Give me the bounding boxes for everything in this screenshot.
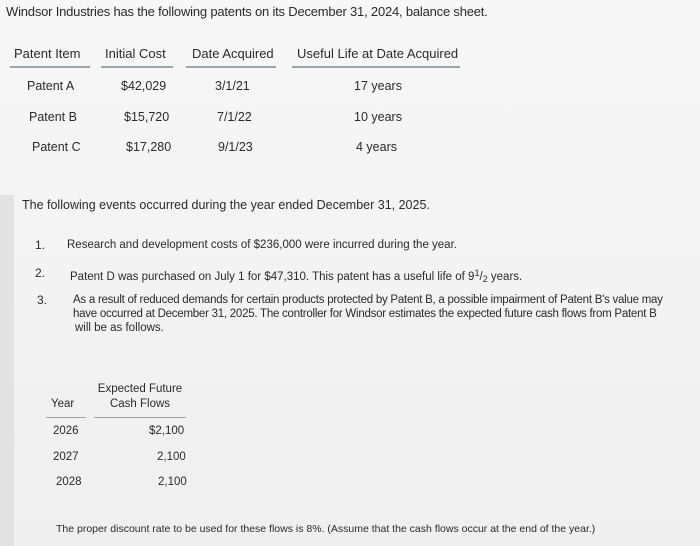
event-number: 1. <box>35 238 46 252</box>
event-2-text-after: years. <box>490 271 523 283</box>
event-3-line-3: will be as follows. <box>75 322 164 334</box>
left-margin-shade <box>0 195 14 546</box>
header-rule <box>101 66 173 68</box>
header-rule <box>292 66 460 68</box>
fraction-denominator: 2 <box>482 274 488 284</box>
cf-header-cash-flows <box>92 382 188 412</box>
cf-year: 2026 <box>53 425 79 437</box>
cf-header-line-2: Cash Flows <box>109 398 171 410</box>
patent-c-item: Patent C <box>32 140 81 154</box>
patent-c-life: 4 years <box>356 140 397 154</box>
event-number: 2. <box>35 266 46 280</box>
cf-value: $2,100 <box>149 425 185 437</box>
cf-value: 2,100 <box>158 476 187 488</box>
event-3-line-2: have occurred at December 31, 2025. The controller for Windsor estimates the expected future cash flows from Patent B <box>73 308 657 320</box>
patent-b-cost: $15,720 <box>124 110 170 124</box>
patent-a-item: Patent A <box>27 79 75 93</box>
patent-b-life: 10 years <box>354 110 402 124</box>
patent-a-date: 3/1/21 <box>215 79 250 93</box>
patent-b-date: 7/1/22 <box>217 110 252 124</box>
patent-b-item: Patent B <box>29 110 77 124</box>
patent-a-cost: $42,029 <box>121 79 167 93</box>
cf-header-line-1: Expected Future <box>97 383 183 395</box>
event-1-text: Research and development costs of $236,000 were incurred during the year. <box>67 239 457 251</box>
header-patent-item: Patent Item <box>14 46 81 61</box>
events-intro: The following events occurred during the year ended December 31, 2025. <box>22 198 430 212</box>
patent-c-cost: $17,280 <box>126 140 172 154</box>
cf-year: 2028 <box>56 476 82 488</box>
intro-text: Windsor Industries has the following patents on its December 31, 2024, balance sheet. <box>6 4 488 19</box>
header-rule <box>10 66 90 68</box>
cf-header-rule <box>46 417 86 418</box>
cf-header-year: Year <box>51 398 75 410</box>
event-2-text: Patent D was purchased on July 1 for $47,310. This patent has a useful life of $9^1/_2$ years. <box>70 268 523 284</box>
event-number: 3. <box>37 293 48 307</box>
patent-a-life: 17 years <box>354 79 402 93</box>
header-useful-life: Useful Life at Date Acquired <box>297 46 459 61</box>
cf-header-rule <box>94 417 186 418</box>
fraction-numerator: 1 <box>474 268 480 278</box>
patent-c-date: 9/1/23 <box>218 140 253 154</box>
footer-note: The proper discount rate to be used for these flows is 8%. (Assume that the cash flows occur at the end of the year.) <box>56 523 596 535</box>
header-date-acquired: Date Acquired <box>192 46 274 61</box>
event-3-line-1: As a result of reduced demands for certain products protected by Patent B, a possible impairment of Patent B's value may <box>73 294 663 306</box>
cf-year: 2027 <box>53 451 79 463</box>
cf-value: 2,100 <box>157 451 186 463</box>
header-rule <box>186 66 276 68</box>
header-initial-cost: Initial Cost <box>105 46 166 61</box>
event-2-text-before: Patent D was purchased on July 1 for $47,310. This patent has a useful life of 9 <box>70 271 475 283</box>
